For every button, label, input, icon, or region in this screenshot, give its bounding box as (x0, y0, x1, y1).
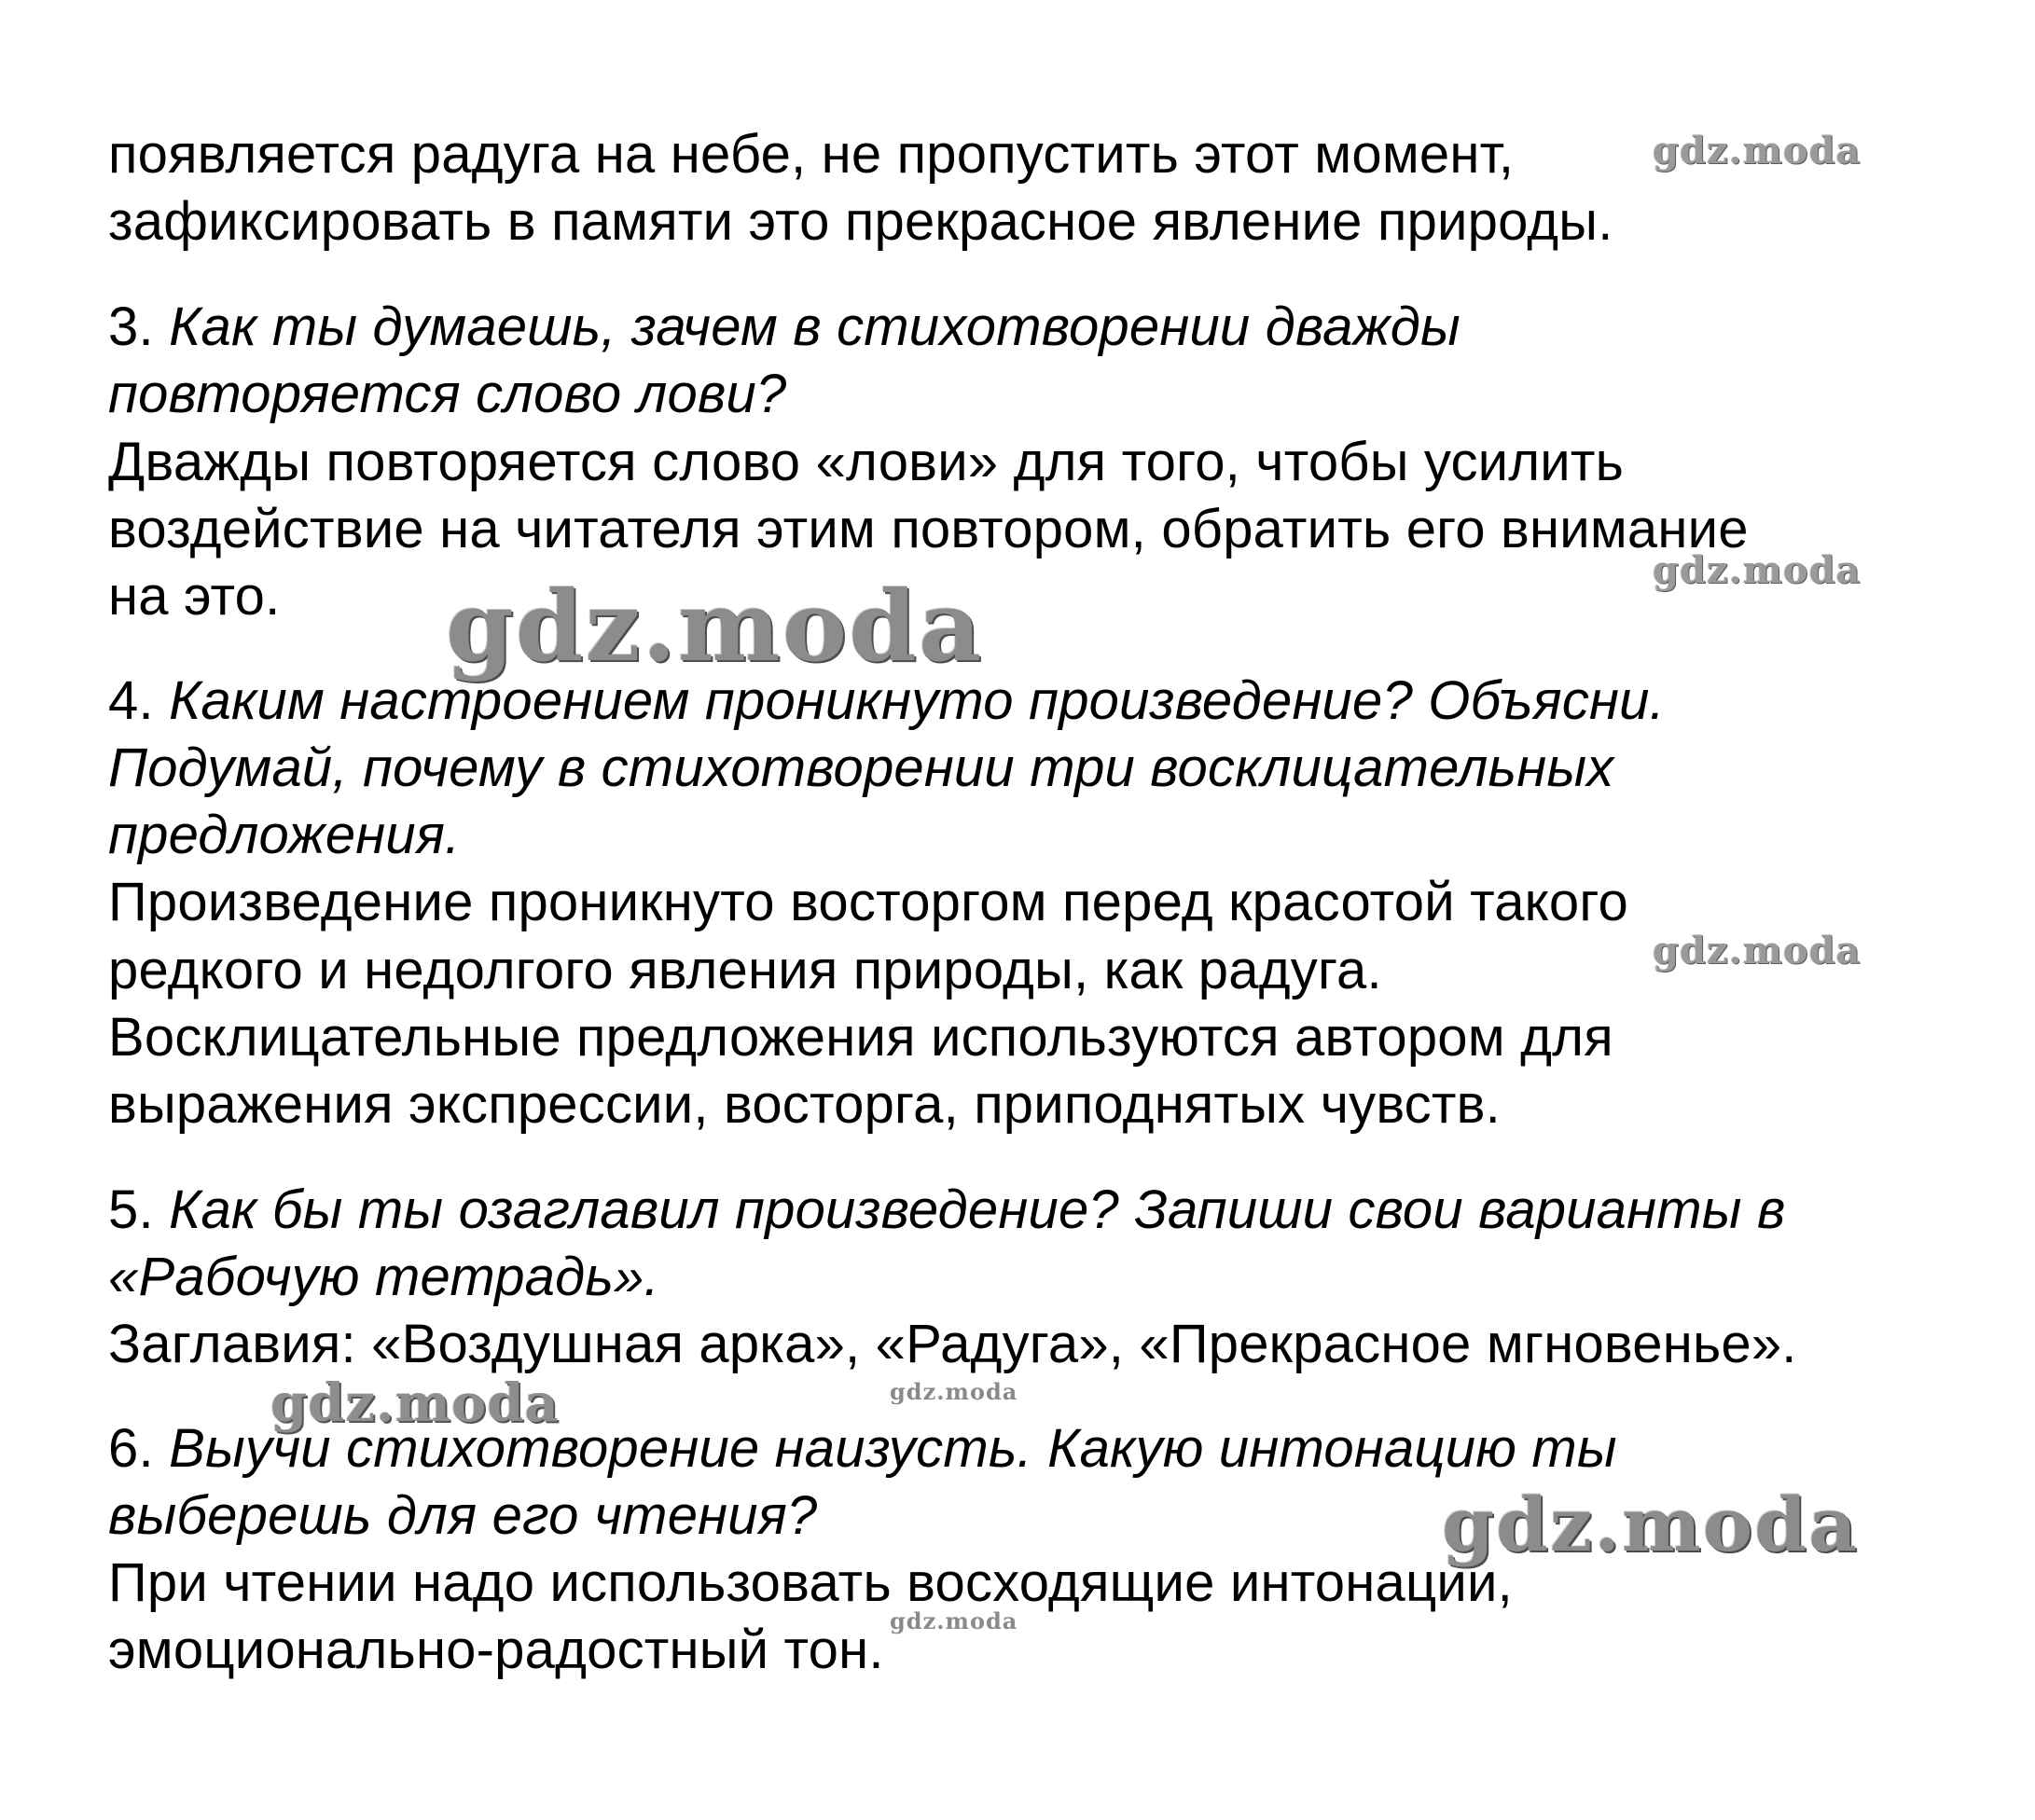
answer-text: При чтении надо использовать восходящие интонации, (108, 1552, 1513, 1613)
question-5 (108, 1177, 1785, 1244)
question-text: Каким настроением проникнуто произведение? Объясни. (169, 670, 1665, 731)
watermark: gdz.moda (890, 1607, 1018, 1634)
question-number: 6. (108, 1418, 154, 1479)
answer-text: Восклицательные предложения используются автором для (108, 1007, 1613, 1068)
question-text: Подумай, почему в стихотворении три восклицательных (108, 738, 1614, 798)
question-text: «Рабочую тетрадь». (108, 1247, 659, 1307)
watermark: gdz.moda (1442, 1481, 1859, 1568)
question-text: предложения. (108, 805, 461, 865)
question-text: выберешь для его чтения? (108, 1485, 818, 1546)
watermark: gdz.moda (270, 1372, 560, 1434)
question-text: повторяется слово лови? (108, 364, 787, 424)
answer-text: Заглавия: «Воздушная арка», «Радуга», «Прекрасное мгновенье». (108, 1314, 1797, 1374)
answer-text: Произведение проникнуто восторгом перед красотой такого (108, 872, 1628, 932)
watermark: gdz.moda (1653, 929, 1862, 972)
question-text: Выучи стихотворение наизусть. Какую интонацию ты (169, 1418, 1617, 1479)
answer-text: выражения экспрессии, восторга, приподнятых чувств. (108, 1074, 1501, 1135)
watermark: gdz.moda (890, 1378, 1018, 1405)
question-3 (108, 294, 1460, 361)
answer-text: Дважды повторяется слово «лови» для того, чтобы усилить (108, 432, 1625, 492)
watermark: gdz.moda (1653, 548, 1862, 592)
watermark: gdz.moda (446, 569, 984, 683)
answer-text: на это. (108, 566, 281, 627)
question-number: 5. (108, 1179, 154, 1240)
question-number: 4. (108, 670, 154, 731)
question-number: 3. (108, 296, 154, 357)
question-text: Как ты думаешь, зачем в стихотворении дважды (169, 296, 1460, 357)
watermark: gdz.moda (1653, 129, 1862, 172)
answer-text: воздействие на читателя этим повтором, обратить его внимание (108, 499, 1749, 559)
answer-text: эмоционально-радостный тон. (108, 1620, 884, 1680)
text-line: появляется радуга на небе, не пропустить этот момент, (108, 124, 1515, 185)
text-line: зафиксировать в памяти это прекрасное явление природы. (108, 191, 1613, 252)
answer-text: редкого и недолгого явления природы, как радуга. (108, 940, 1382, 1000)
question-text: Как бы ты озаглавил произведение? Запиши свои варианты в (169, 1179, 1786, 1240)
